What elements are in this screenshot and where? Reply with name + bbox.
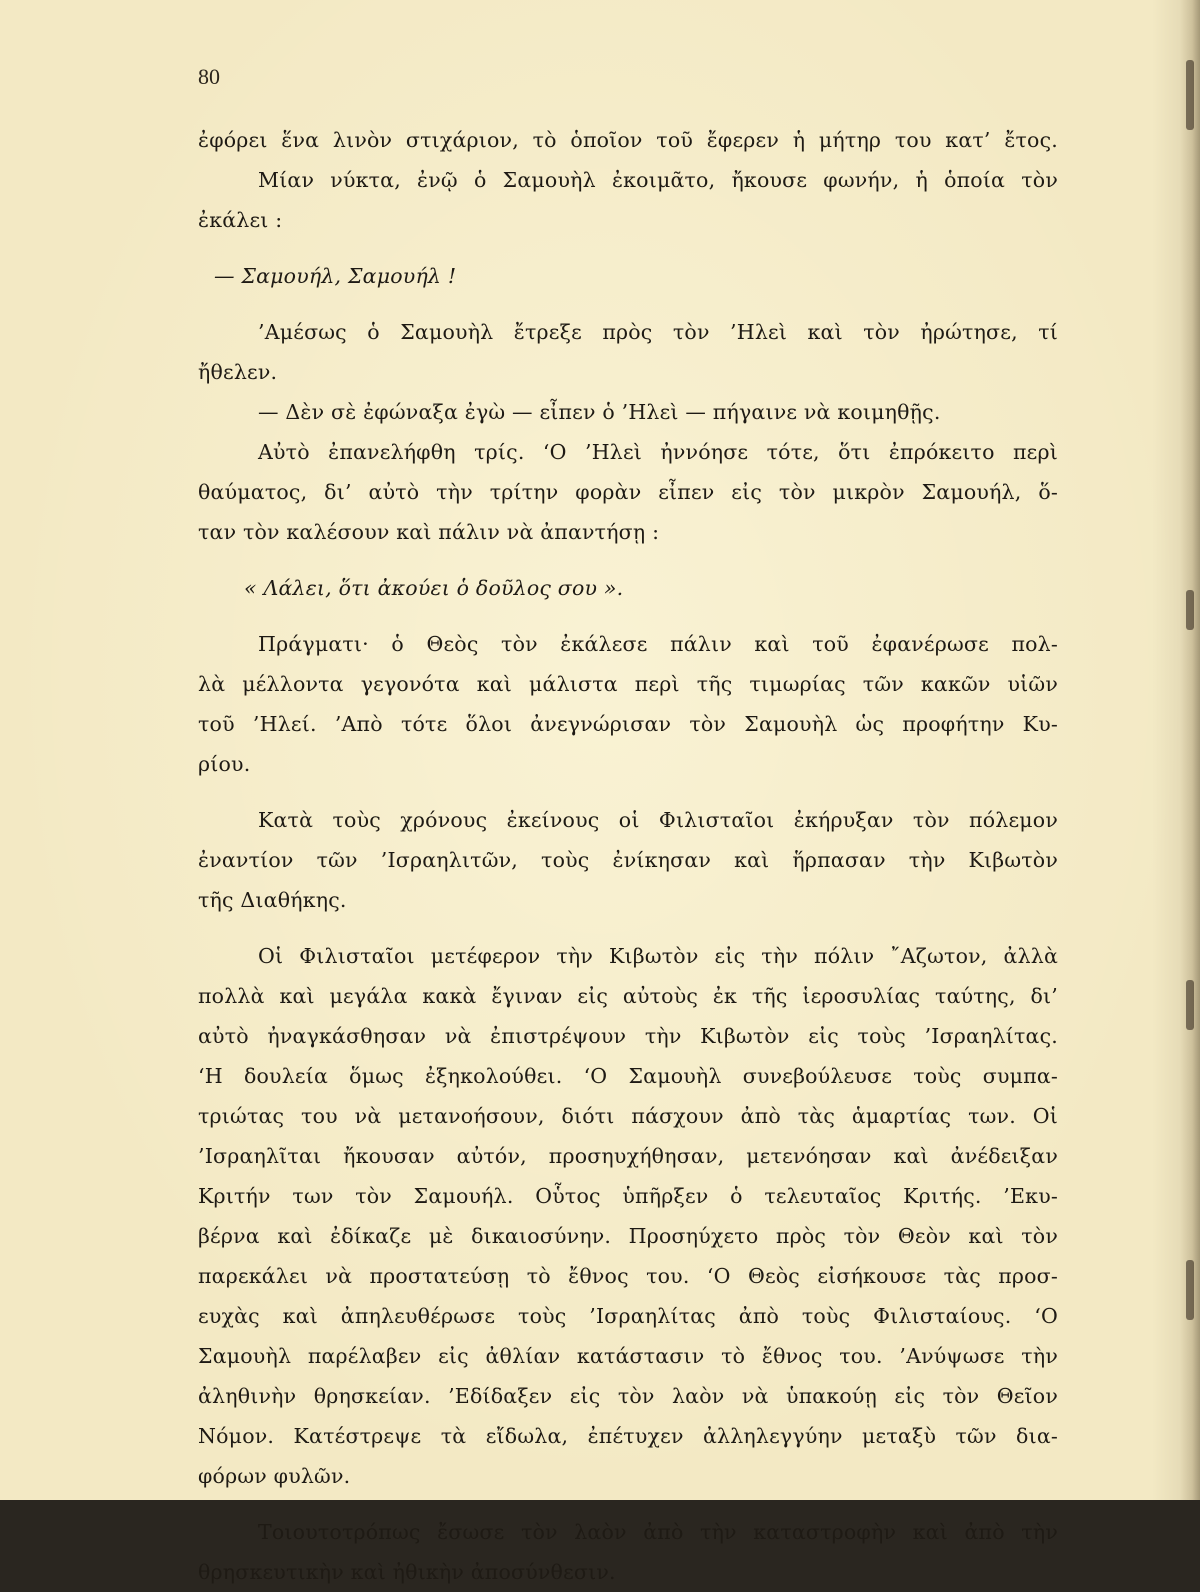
text-line: Πράγματι· ὁ Θεὸς τὸν ἐκάλεσε πάλιν καὶ τοῦ ἐφανέρωσε πολ- xyxy=(258,632,1058,656)
text-line: Μίαν νύκτα, ἐνῷ ὁ Σαμουὴλ ἐκοιμᾶτο, ἤκουσε φωνήν, ἡ ὁποία τὸν xyxy=(258,168,1058,192)
text-line: ἐκάλει : xyxy=(198,208,283,232)
text-line: Οἱ Φιλισταῖοι μετέφερον τὴν Κιβωτὸν εἰς τὴν πόλιν ῎Αζωτον, ἀλλὰ xyxy=(258,944,1058,968)
text-line: ἀληθινὴν θρησκείαν. ’Εδίδαξεν εἰς τὸν λαὸν νὰ ὑπακούῃ εἰς τὸν Θεῖον xyxy=(198,1384,1058,1408)
text-line: θαύματος, δι’ αὐτὸ τὴν τρίτην φορὰν εἶπεν εἰς τὸν μικρὸν Σαμουήλ, ὅ- xyxy=(198,480,1058,504)
text-line: ἐναντίον τῶν ’Ισραηλιτῶν, τοὺς ἐνίκησαν καὶ ἥρπασαν τὴν Κιβωτὸν xyxy=(198,848,1058,872)
text-line: ’Αμέσως ὁ Σαμουὴλ ἔτρεξε πρὸς τὸν ’Ηλεὶ καὶ τὸν ἠρώτησε, τί xyxy=(258,320,1058,344)
text-line: τοῦ ’Ηλεί. ’Απὸ τότε ὅλοι ἀνεγνώρισαν τὸν Σαμουὴλ ὡς προφήτην Κυ- xyxy=(198,712,1058,736)
binding-mark xyxy=(1186,590,1194,630)
text-line: Νόμον. Κατέστρεψε τὰ εἴδωλα, ἐπέτυχεν ἀλληλεγγύην μεταξὺ τῶν δια- xyxy=(198,1424,1058,1448)
text-line: τῆς Διαθήκης. xyxy=(198,888,347,912)
text-line: φόρων φυλῶν. xyxy=(198,1464,351,1488)
text-line: Τοιουτοτρόπως ἔσωσε τὸν λαὸν ἀπὸ τὴν καταστροφὴν καὶ ἀπὸ τὴν xyxy=(258,1520,1058,1544)
text-line: ευχὰς καὶ ἀπηλευθέρωσε τοὺς ’Ισραηλίτας ἀπὸ τοὺς Φιλισταίους. ‘Ο xyxy=(198,1304,1058,1328)
text-line: Αὐτὸ ἐπανελήφθη τρίς. ‘Ο ’Ηλεὶ ἠννόησε τότε, ὅτι ἐπρόκειτο περὶ xyxy=(258,440,1058,464)
text-line: ρίου. xyxy=(198,752,251,776)
text-line: λὰ μέλλοντα γεγονότα καὶ μάλιστα περὶ τῆς τιμωρίας τῶν κακῶν υἱῶν xyxy=(198,672,1058,696)
text-line: παρεκάλει νὰ προστατεύσῃ τὸ ἔθνος του. ‘Ο Θεὸς εἰσήκουσε τὰς προσ- xyxy=(198,1264,1058,1288)
text-line: θρησκευτικὴν καὶ ἠθικὴν ἀποσύνθεσιν. xyxy=(198,1560,616,1584)
text-line: Κατὰ τοὺς χρόνους ἐκείνους οἱ Φιλισταῖοι ἐκήρυξαν τὸν πόλεμον xyxy=(258,808,1058,832)
page-number: 80 xyxy=(198,64,220,89)
quote-line: « Λάλει, ὅτι ἀκούει ὁ δοῦλος σου ». xyxy=(244,576,624,600)
text-line: ἐφόρει ἕνα λινὸν στιχάριον, τὸ ὁποῖον τοῦ ἔφερεν ἡ μήτηρ του κατ’ ἔτος. xyxy=(198,128,1058,152)
text-line: τριώτας του νὰ μετανοήσουν, διότι πάσχουν ἀπὸ τὰς ἁμαρτίας των. Οἱ xyxy=(198,1104,1058,1128)
text-line: αὐτὸ ἠναγκάσθησαν νὰ ἐπιστρέψουν τὴν Κιβωτὸν εἰς τοὺς ’Ισραηλίτας. xyxy=(198,1024,1058,1048)
body-text xyxy=(198,120,1058,1592)
text-line: βέρνα καὶ ἐδίκαζε μὲ δικαιοσύνην. Προσηύχετο πρὸς τὸν Θεὸν καὶ τὸν xyxy=(198,1224,1058,1248)
dialogue-line: — Δὲν σὲ ἐφώναξα ἐγὼ — εἶπεν ὁ ’Ηλεὶ — πήγαινε νὰ κοιμηθῇς. xyxy=(258,400,941,424)
binding-mark xyxy=(1186,1260,1194,1320)
text-line: ταν τὸν καλέσουν καὶ πάλιν νὰ ἀπαντήσῃ : xyxy=(198,520,660,544)
text-line: ‘Η δουλεία ὅμως ἐξηκολούθει. ‘Ο Σαμουὴλ συνεβούλευσε τοὺς συμπα- xyxy=(198,1064,1058,1088)
text-line: πολλὰ καὶ μεγάλα κακὰ ἔγιναν εἰς αὐτοὺς ἐκ τῆς ἱεροσυλίας ταύτης, δι’ xyxy=(198,984,1058,1008)
binding-mark xyxy=(1186,980,1194,1030)
binding-mark xyxy=(1186,60,1194,130)
text-line: ’Ισραηλῖται ἤκουσαν αὐτόν, προσηυχήθησαν, μετενόησαν καὶ ἀνέδειξαν xyxy=(198,1144,1058,1168)
dialogue-line: — Σαμουήλ, Σαμουήλ ! xyxy=(214,264,457,288)
text-line: ἤθελεν. xyxy=(198,360,278,384)
text-line: Σαμουὴλ παρέλαβεν εἰς ἀθλίαν κατάστασιν τὸ ἔθνος του. ’Ανύψωσε τὴν xyxy=(198,1344,1058,1368)
text-line: Κριτήν των τὸν Σαμουήλ. Οὗτος ὑπῆρξεν ὁ τελευταῖος Κριτής. ’Εκυ- xyxy=(198,1184,1058,1208)
